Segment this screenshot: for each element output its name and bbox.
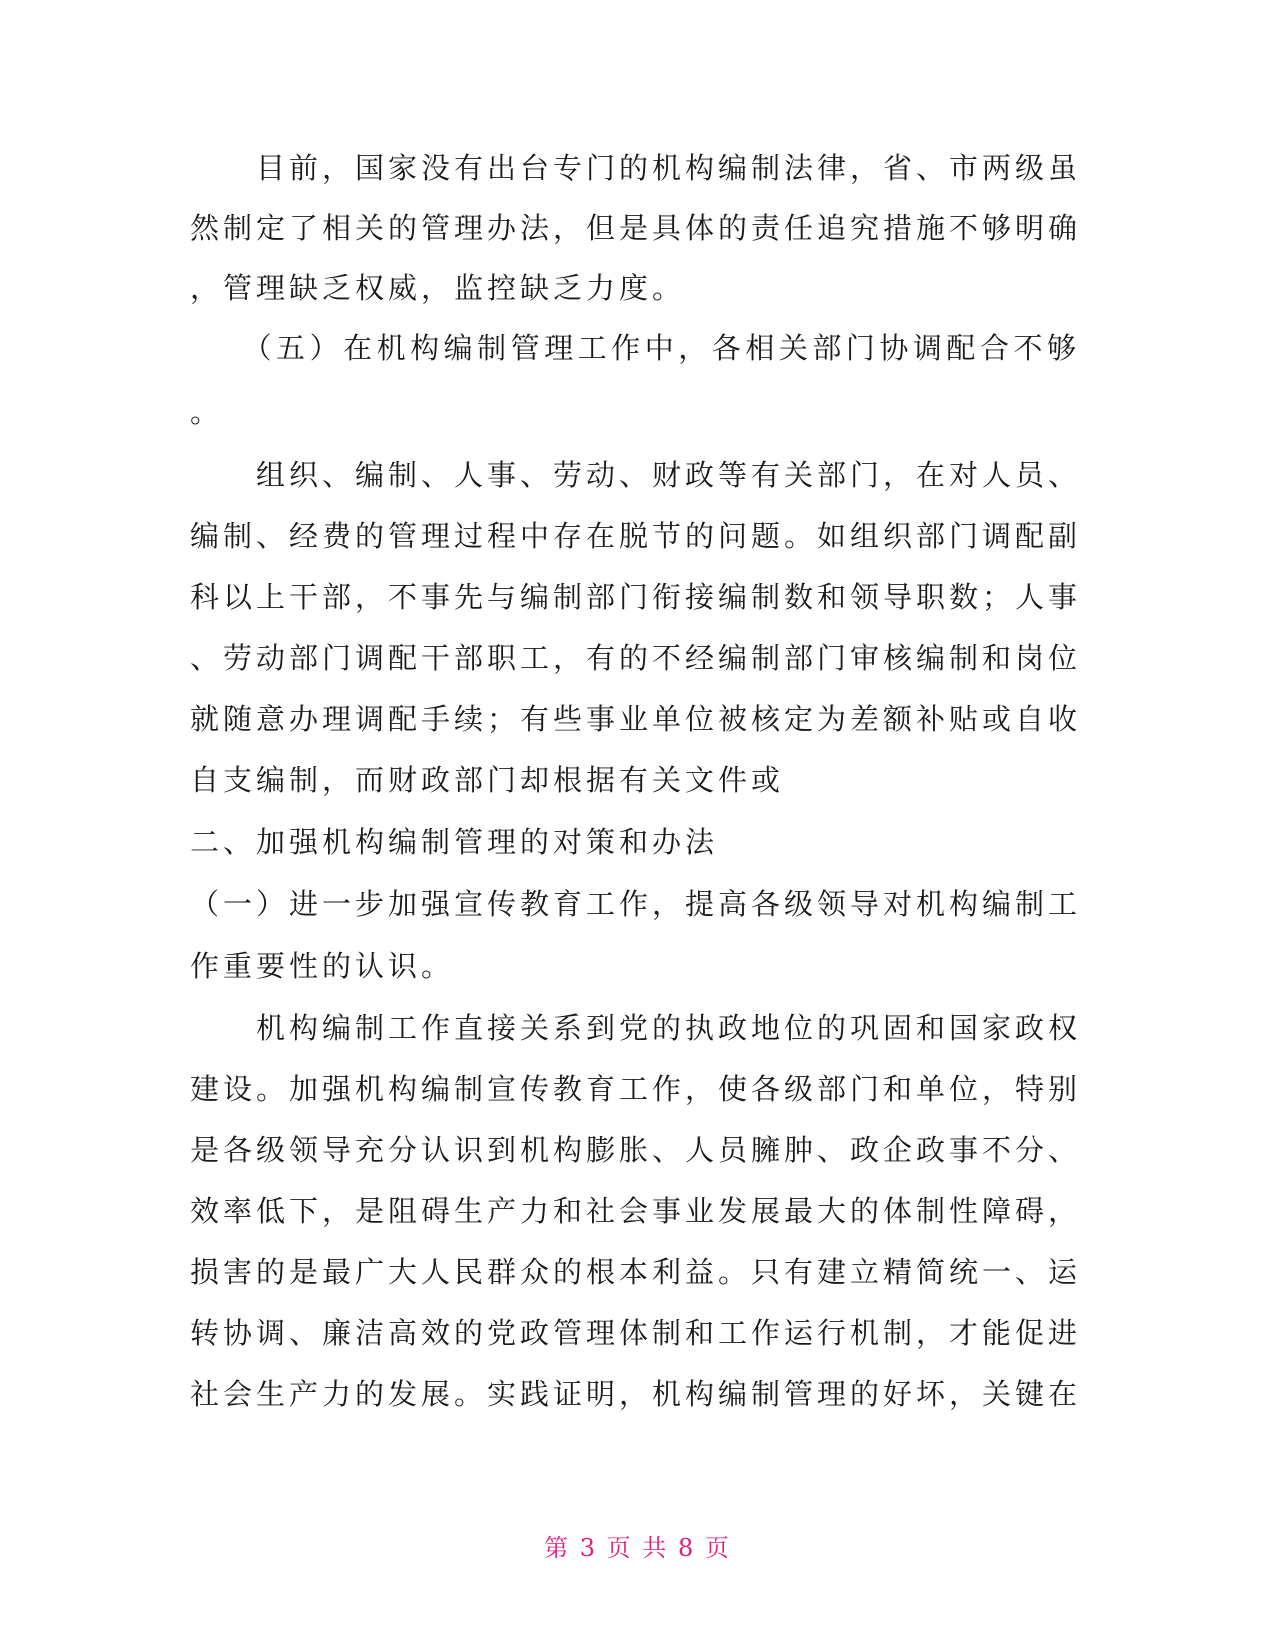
text-line: 编制、经费的管理过程中存在脱节的问题。如组织部门调配副	[190, 519, 1082, 553]
subsection-heading: （一）进一步加强宣传教育工作，提高各级领导对机构编制工	[190, 887, 1082, 921]
text-line: （五）在机构编制管理工作中，各相关部门协调配合不够	[190, 331, 1080, 365]
text-line: 自支编制，而财政部门却根据有关文件或	[190, 763, 785, 797]
text-line: 组织、编制、人事、劳动、财政等有关部门，在对人员、	[190, 458, 1082, 492]
text-line: 社会生产力的发展。实践证明，机构编制管理的好坏，关键在	[190, 1377, 1082, 1411]
text-line: 损害的是最广大人民群众的根本利益。只有建立精简统一、运	[190, 1255, 1082, 1289]
text-line: 。	[190, 395, 224, 429]
text-line: 是各级领导充分认识到机构膨胀、人员臃肿、政企政事不分、	[190, 1133, 1082, 1167]
subsection-heading: 作重要性的认识。	[190, 949, 455, 983]
text-line: 就随意办理调配手续；有些事业单位被核定为差额补贴或自收	[190, 702, 1082, 736]
text-line: 效率低下，是阻碍生产力和社会事业发展最大的体制性障碍，	[190, 1194, 1082, 1228]
text-line: 、劳动部门调配干部职工，有的不经编制部门审核编制和岗位	[190, 641, 1082, 675]
text-line: 机构编制工作直接关系到党的执政地位的巩固和国家政权	[190, 1011, 1082, 1045]
text-line: 然制定了相关的管理办法，但是具体的责任追究措施不够明确	[190, 211, 1082, 245]
text-line: 目前，国家没有出台专门的机构编制法律，省、市两级虽	[190, 151, 1082, 185]
text-line: 转协调、廉洁高效的党政管理体制和工作运行机制，才能促进	[190, 1316, 1082, 1350]
page-number-footer: 第 3 页 共 8 页	[544, 1534, 731, 1562]
text-line: 科以上干部，不事先与编制部门衔接编制数和领导职数；人事	[190, 580, 1082, 614]
text-line: 建设。加强机构编制宣传教育工作，使各级部门和单位，特别	[190, 1072, 1082, 1106]
text-line: ，管理缺乏权威，监控缺乏力度。	[190, 271, 686, 305]
section-heading: 二、加强机构编制管理的对策和办法	[190, 825, 719, 859]
